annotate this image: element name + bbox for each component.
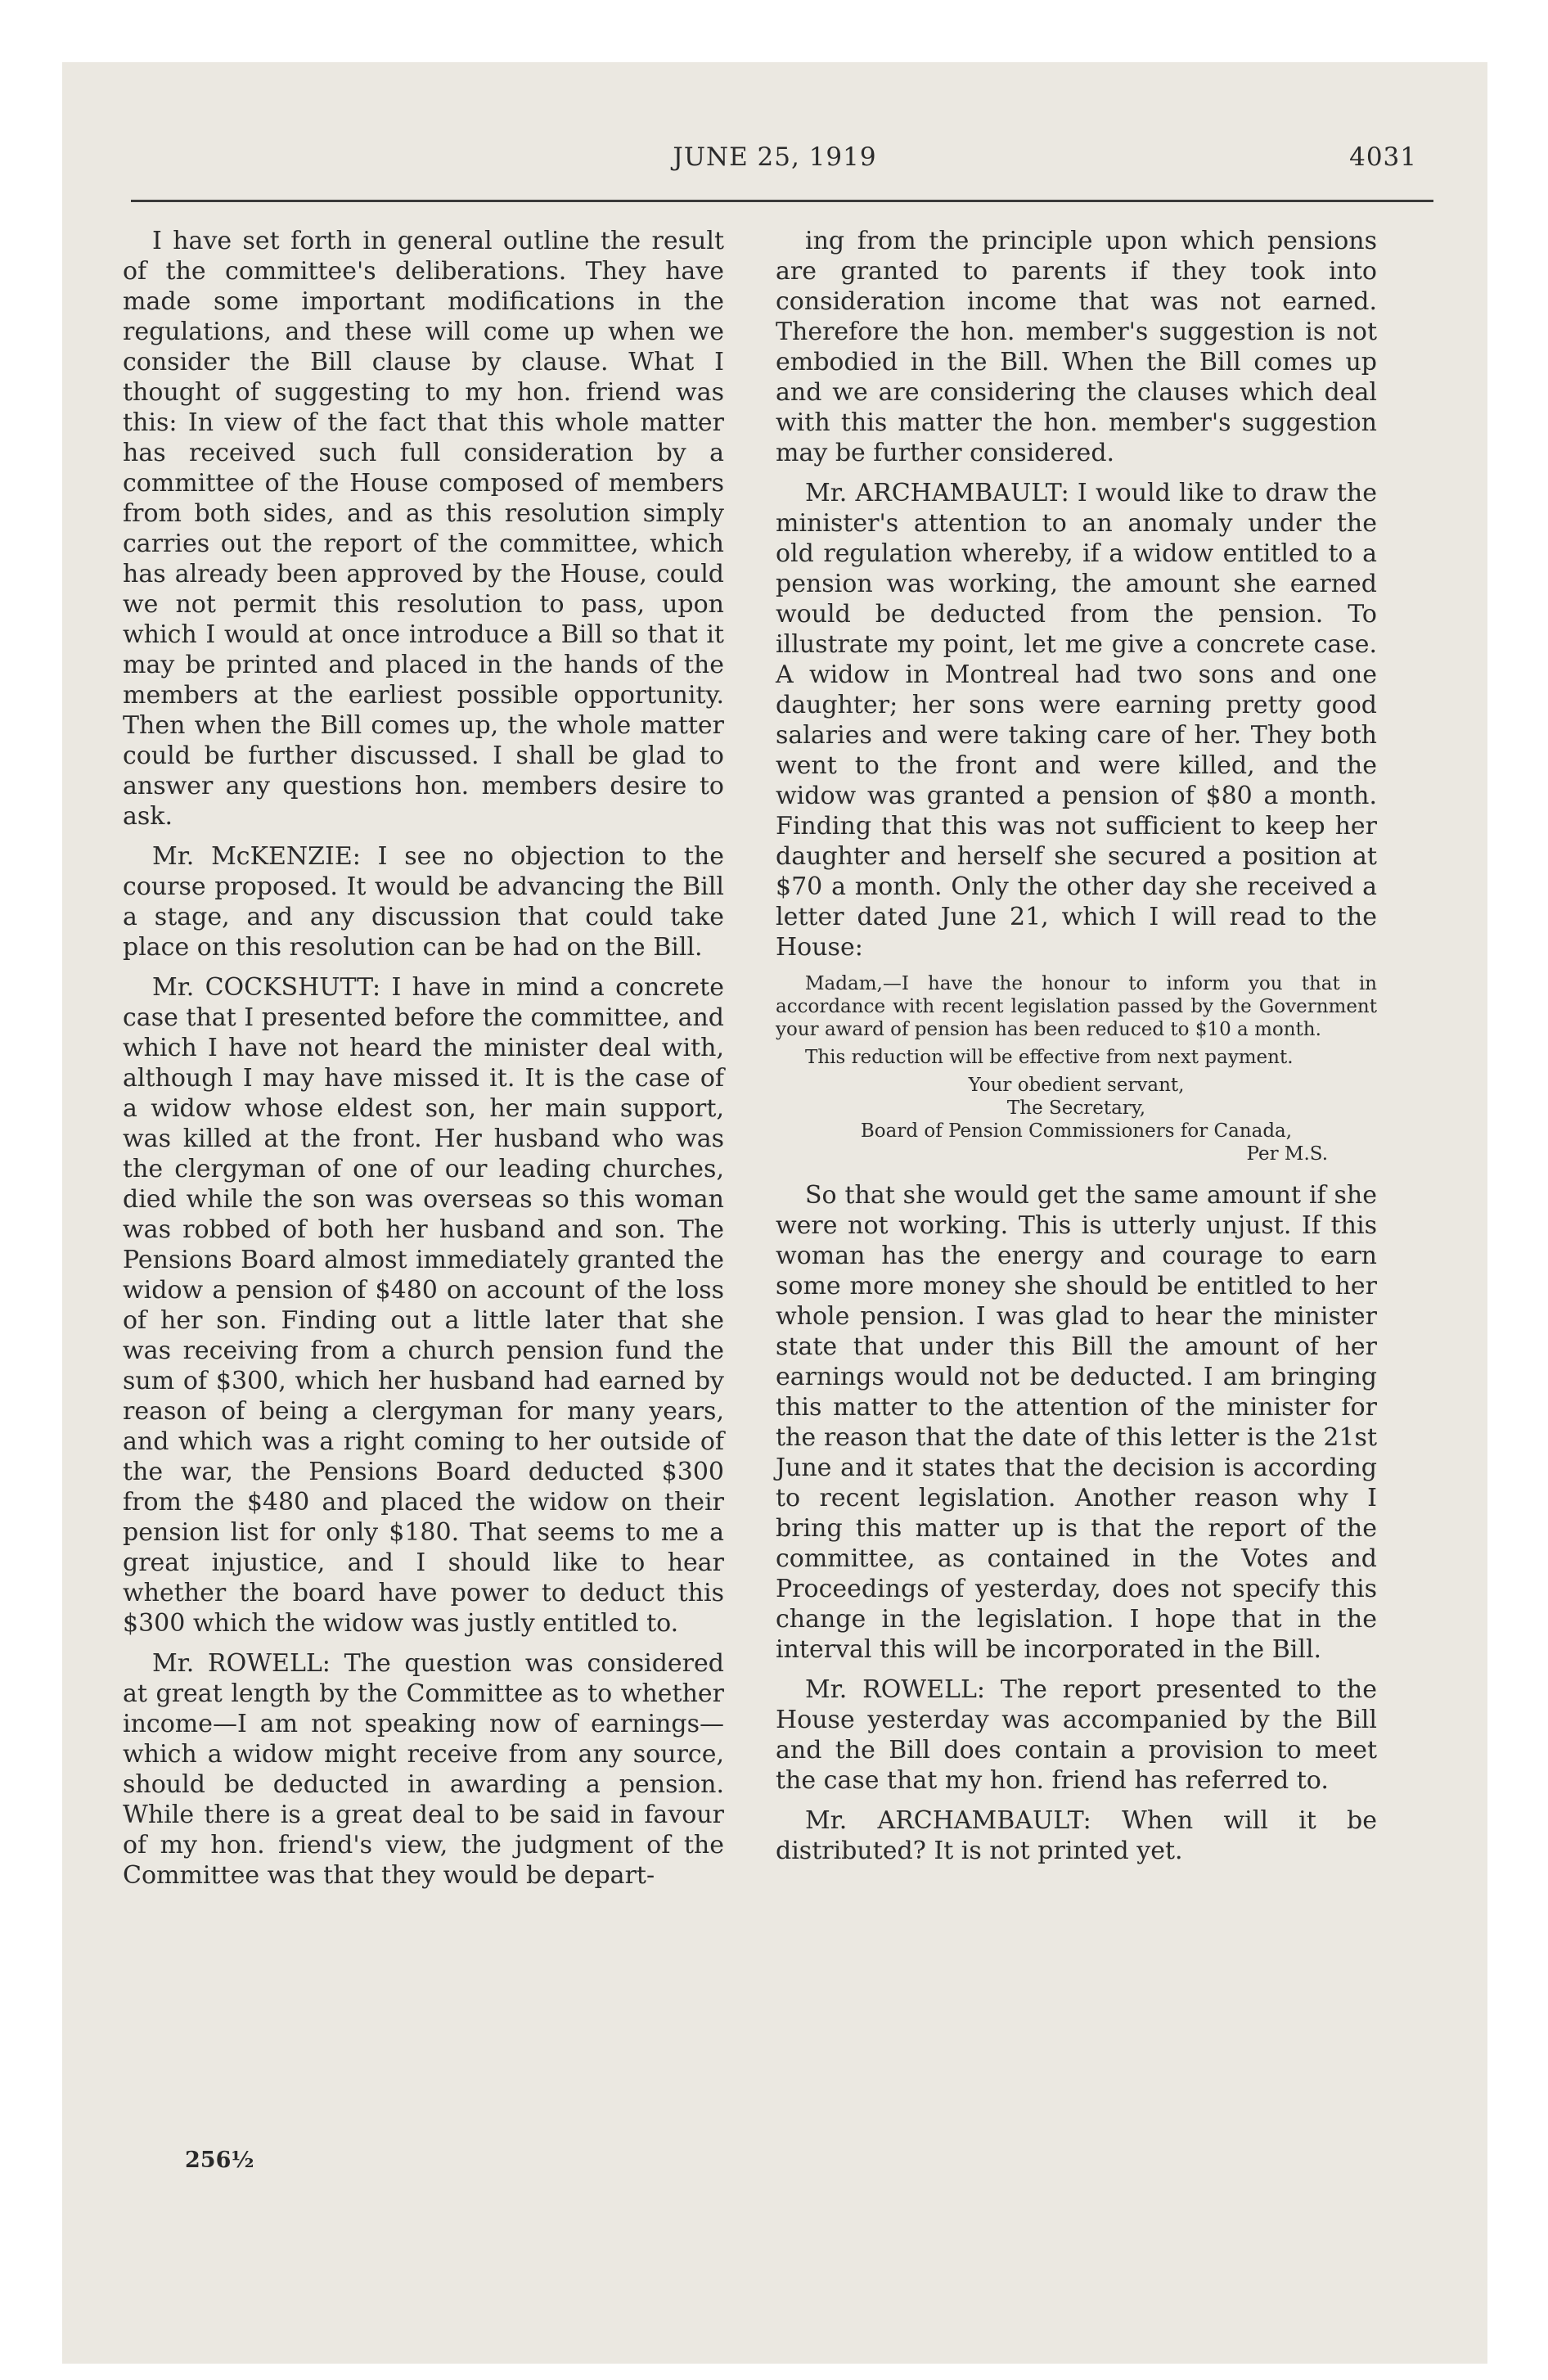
paragraph: Mr. ROWELL: The question was considered at great length by the Committee as to whether income—I am not speaking now of earnings—which a widow might receive from any source, should be deducted in awarding a pension. While there is a great deal to be said in favour of my hon. friend's view, the judgment of the Committee was that they would be depart- xyxy=(123,1649,724,1890)
paragraph: Mr. ARCHAMBAULT: I would like to draw the minister's attention to an anomaly under the old regulation whereby, if a widow entitled to a pension was working, the amount she earned would be deducted from the pension. To illustrate my point, let me give a concrete case. A widow in Montreal had two sons and one daughter; her sons were earning pretty good salaries and were taking care of her. They both went to the front and were killed, and the widow was granted a pension of $80 a month. Finding that this was not sufficient to keep her daughter and herself she secured a position at $70 a month. Only the other day she received a letter dated June 21, which I will read to the House: xyxy=(776,479,1377,962)
paragraph: ing from the principle upon which pensions are granted to parents if they took into consideration income that was not earned. Therefore the hon. member's suggestion is not embodied in the Bill. When the Bill comes up and we are considering the clauses which deal with this matter the hon. member's suggestion may be further considered. xyxy=(776,227,1377,467)
right-column xyxy=(776,226,1377,1876)
letter-closing: Your obedient servant, xyxy=(968,1075,1185,1096)
letter-board: Board of Pension Commissioners for Canada, xyxy=(860,1120,1293,1142)
paragraph: Mr. ROWELL: The report presented to the House yesterday was accompanied by the Bill and the Bill does contain a provision to meet the case that my hon. friend has referred to. xyxy=(776,1675,1377,1795)
page-date: JUNE 25, 1919 xyxy=(673,142,877,172)
header-rule xyxy=(131,200,1433,202)
page-number: 4031 xyxy=(1349,142,1417,172)
paragraph: So that she would get the same amount if she were not working. This is utterly unjust. If this woman has the energy and courage to earn some more money she should be entitled to her whole pension. I was glad to hear the minister state that under this Bill the amount of her earnings would not be deducted. I am bringing this matter to the attention of the minister for the reason that the date of this letter is the 21st June and it states that the decision is according to recent legislation. Another reason why I bring this matter up is that the report of the committee, as contained in the Votes and Proceedings of yesterday, does not specify this change in the legislation. I hope that in the interval this will be incorporated in the Bill. xyxy=(776,1181,1377,1664)
letter-per: Per M.S. xyxy=(1246,1143,1328,1165)
letter-signatory-title: The Secretary, xyxy=(1006,1098,1146,1119)
scanned-page xyxy=(62,62,1487,2364)
page-header xyxy=(62,137,1487,187)
letter-body: Madam,—I have the honour to inform you that in accordance with recent legislation passed by the Government your award of pension has been reduced to $10 a month. xyxy=(776,973,1377,1040)
paragraph: Mr. COCKSHUTT: I have in mind a concrete case that I presented before the committee, and which I have not heard the minister deal with, although I may have missed it. It is the case of a widow whose eldest son, her main support, was killed at the front. Her husband who was the clergyman of one of our leading churches, died while the son was overseas so this woman was robbed of both her husband and son. The Pensions Board almost immediately granted the widow a pension of $480 on account of the loss of her son. Finding out a little later that she was receiving from a church pension fund the sum of $300, which her husband had earned by reason of being a clergyman for many years, and which was a right coming to her outside of the war, the Pensions Board deducted $300 from the $480 and placed the widow on their pension list for only $180. That seems to me a great injustice, and I should like to hear whether the board have power to deduct this $300 which the widow was justly entitled to. xyxy=(123,973,724,1638)
paragraph: Mr. ARCHAMBAULT: When will it be distributed? It is not printed yet. xyxy=(776,1806,1377,1865)
folio-mark: 256½ xyxy=(185,2148,254,2173)
paragraph: I have set forth in general outline the result of the committee's deliberations. They have made some important modifications in the regulations, and these will come up when we consider the Bill clause by clause. What I thought of suggesting to my hon. friend was this: In view of the fact that this whole matter has received such full consideration by a committee of the House composed of members from both sides, and as this resolution simply carries out the report of the committee, which has already been approved by the House, could we not permit this resolution to pass, upon which I would at once introduce a Bill so that it may be printed and placed in the hands of the members at the earliest possible opportunity. Then when the Bill comes up, the whole matter could be further discussed. I shall be glad to answer any questions hon. members desire to ask. xyxy=(123,227,724,831)
left-column xyxy=(123,226,724,1900)
paragraph: Mr. McKENZIE: I see no objection to the course proposed. It would be advancing the Bill a stage, and any discussion that could take place on this resolution can be had on the Bill. xyxy=(123,842,724,962)
quoted-letter xyxy=(776,972,1377,1165)
letter-body: This reduction will be effective from next payment. xyxy=(805,1047,1294,1068)
